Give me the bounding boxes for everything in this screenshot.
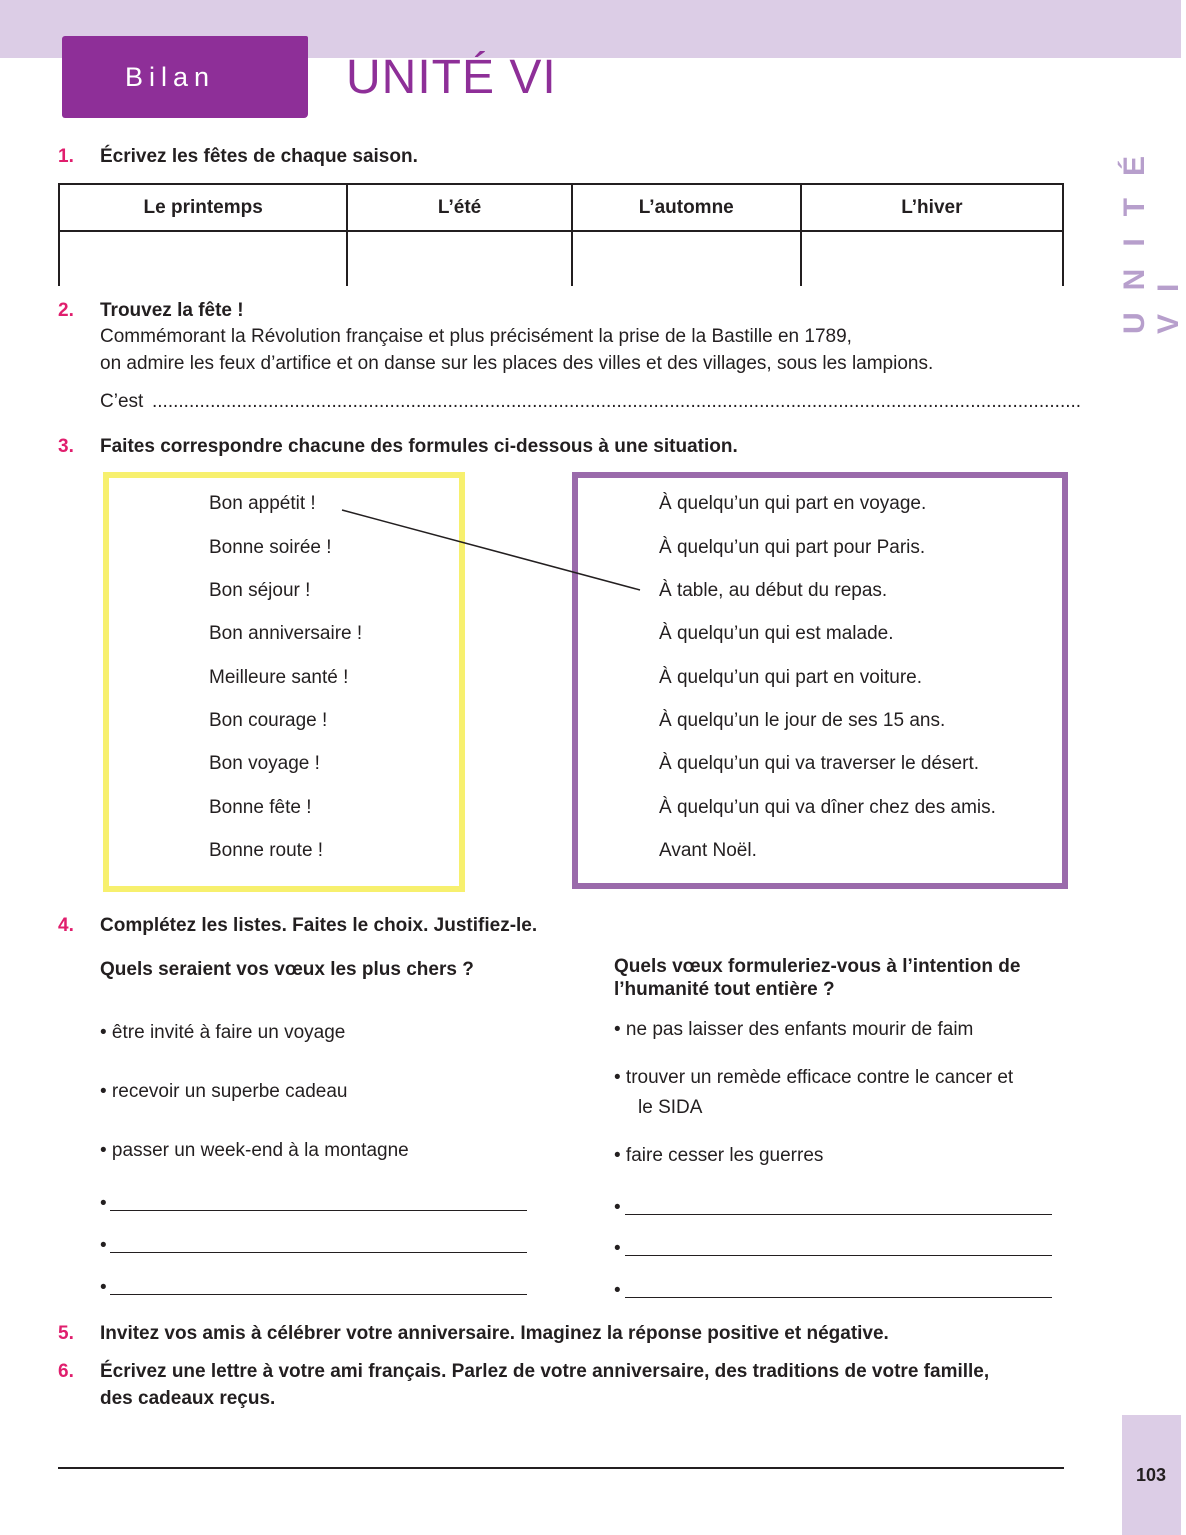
q1-text: Écrivez les fêtes de chaque saison. <box>100 146 418 167</box>
q3-text: Faites correspondre chacune des formules ci-dessous à une situation. <box>100 436 738 457</box>
page-number: 103 <box>1136 1465 1167 1485</box>
situation-item[interactable]: À quelqu’un qui va traverser le désert. <box>659 753 980 774</box>
right-blank-line[interactable] <box>625 1214 1052 1215</box>
situation-item[interactable]: Avant Noël. <box>659 840 757 861</box>
side-unit-label: UNITÉ VI <box>1118 134 1185 334</box>
q5-number: 5. <box>58 1323 74 1344</box>
bullet-dot: • <box>100 1277 107 1298</box>
page-number-tab <box>1122 1415 1181 1535</box>
bullet-dot: • <box>614 1238 621 1259</box>
right-list-item: • ne pas laisser des enfants mourir de faim <box>614 1019 974 1040</box>
left-blank-line[interactable] <box>110 1294 527 1295</box>
formula-item[interactable]: Bon courage ! <box>209 710 328 731</box>
formula-item[interactable]: Bon anniversaire ! <box>209 623 363 644</box>
q5-text: Invitez vos amis à célébrer votre anniversaire. Imaginez la réponse positive et négative. <box>100 1323 889 1344</box>
formula-item[interactable]: Bon séjour ! <box>209 580 311 601</box>
q4-right-heading-1: Quels vœux formuleriez-vous à l’intention de <box>614 956 1021 977</box>
unit-title: UNITÉ VI <box>346 51 557 104</box>
bullet-dot: • <box>614 1280 621 1301</box>
right-list-item-continuation: le SIDA <box>638 1097 703 1118</box>
q3-number: 3. <box>58 436 74 457</box>
formula-item[interactable]: Meilleure santé ! <box>209 667 349 688</box>
left-list-item: • être invité à faire un voyage <box>100 1022 346 1043</box>
bullet-dot: • <box>614 1197 621 1218</box>
situation-item[interactable]: À quelqu’un qui part pour Paris. <box>659 537 926 558</box>
q4-text: Complétez les listes. Faites le choix. Justifiez-le. <box>100 915 538 936</box>
q4-number: 4. <box>58 915 74 936</box>
right-blank-line[interactable] <box>625 1297 1052 1298</box>
q2-answer-prefix: C’est <box>100 391 144 412</box>
col-summer: L’été <box>347 184 571 231</box>
col-autumn: L’automne <box>572 184 801 231</box>
q6-line2: des cadeaux reçus. <box>100 1388 276 1409</box>
bilan-label: Bilan <box>124 61 216 92</box>
q2-line1: Commémorant la Révolution française et plus précisément la prise de la Bastille en 1789, <box>100 326 852 347</box>
col-spring: Le printemps <box>59 184 347 231</box>
formula-item[interactable]: Bonne route ! <box>209 840 324 861</box>
situation-item[interactable]: À quelqu’un qui part en voyage. <box>659 493 927 514</box>
situation-item[interactable]: À quelqu’un le jour de ses 15 ans. <box>659 710 946 731</box>
q2-answer-dots[interactable]: ................................................................................................................................................................................ <box>152 391 1082 412</box>
situation-item[interactable]: À quelqu’un qui est malade. <box>659 623 894 644</box>
situation-item[interactable]: À table, au début du repas. <box>659 580 888 601</box>
right-blank-line[interactable] <box>625 1255 1052 1256</box>
q4-left-heading: Quels seraient vos vœux les plus chers ? <box>100 959 474 980</box>
left-blank-line[interactable] <box>110 1210 527 1211</box>
formula-item[interactable]: Bonne soirée ! <box>209 537 332 558</box>
situation-item[interactable]: À quelqu’un qui part en voiture. <box>659 667 923 688</box>
left-blank-line[interactable] <box>110 1252 527 1253</box>
right-list-item: • faire cesser les guerres <box>614 1145 824 1166</box>
col-winter: L’hiver <box>801 184 1063 231</box>
q4-right-heading-2: l’humanité tout entière ? <box>614 979 835 1000</box>
formula-item[interactable]: Bon appétit ! <box>209 493 316 514</box>
left-list-item: • recevoir un superbe cadeau <box>100 1081 348 1102</box>
situation-item[interactable]: À quelqu’un qui va dîner chez des amis. <box>659 797 996 818</box>
formula-item[interactable]: Bonne fête ! <box>209 797 312 818</box>
bottom-rule <box>58 1467 1064 1469</box>
q6-line1: Écrivez une lettre à votre ami français. Parlez de votre anniversaire, des traditions de votre famille, <box>100 1361 990 1382</box>
left-list-item: • passer un week-end à la montagne <box>100 1140 409 1161</box>
formula-item[interactable]: Bon voyage ! <box>209 753 320 774</box>
bullet-dot: • <box>100 1193 107 1214</box>
q6-number: 6. <box>58 1361 74 1382</box>
q2-number: 2. <box>58 300 74 321</box>
bullet-dot: • <box>100 1235 107 1256</box>
q1-number: 1. <box>58 146 74 167</box>
right-list-item: • trouver un remède efficace contre le cancer et <box>614 1067 1014 1088</box>
q2-line2: on admire les feux d’artifice et on danse sur les places des villes et des villages, sous les lampions. <box>100 353 934 374</box>
q2-title: Trouvez la fête ! <box>100 300 244 321</box>
